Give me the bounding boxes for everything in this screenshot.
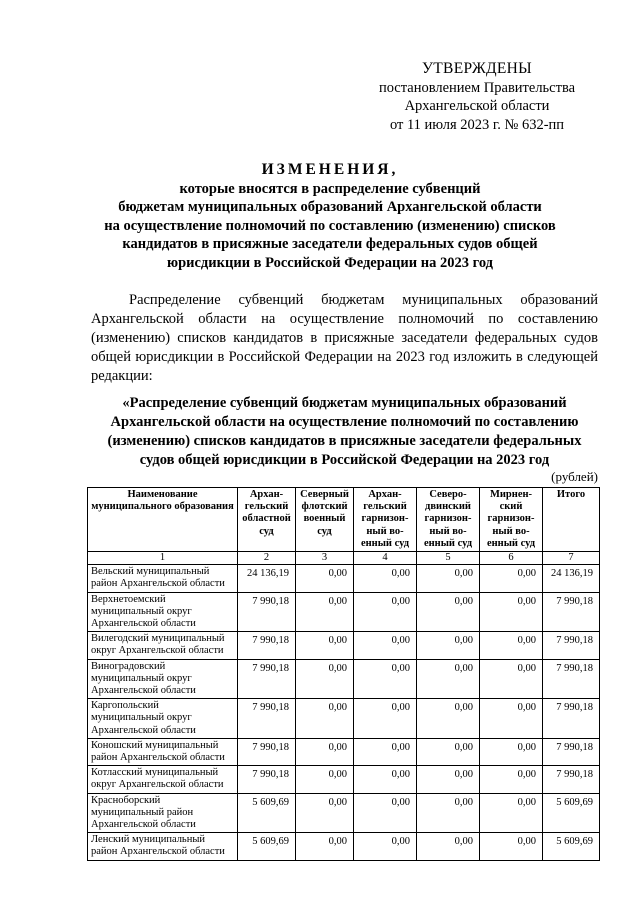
title-line-2: бюджетам муниципальных образований Архангельской области	[118, 199, 542, 216]
column-number: 5	[417, 552, 480, 565]
cell-regional-court: 7 990,18	[238, 632, 296, 659]
table-row	[88, 833, 600, 860]
cell-municipality-name: Виноградовский муниципальный округ Архангельской области	[88, 659, 238, 699]
approval-line-3: от 11 июля 2023 г. № 632-пп	[389, 116, 565, 133]
table-row	[88, 738, 600, 765]
cell-fleet-court: 0,00	[296, 592, 354, 632]
cell-severodvinsk-garrison: 0,00	[417, 833, 480, 860]
cell-arkhangelsk-garrison: 0,00	[354, 565, 417, 592]
cell-total: 7 990,18	[543, 632, 600, 659]
column-number: 7	[543, 552, 600, 565]
cell-total: 7 990,18	[543, 592, 600, 632]
col-header-municipality: Наименование муниципального образования	[88, 488, 238, 552]
cell-arkhangelsk-garrison: 0,00	[354, 592, 417, 632]
cell-regional-court: 7 990,18	[238, 659, 296, 699]
cell-mirny-garrison: 0,00	[480, 632, 543, 659]
cell-municipality-name: Каргопольский муниципальный округ Архангельской области	[88, 699, 238, 739]
approval-block	[372, 60, 582, 134]
cell-fleet-court: 0,00	[296, 766, 354, 793]
cell-mirny-garrison: 0,00	[480, 738, 543, 765]
col-header-fleet-court: Северный флотский военный суд	[296, 488, 354, 552]
table-row	[88, 659, 600, 699]
table-row	[88, 632, 600, 659]
cell-regional-court: 24 136,19	[238, 565, 296, 592]
cell-total: 7 990,18	[543, 659, 600, 699]
cell-fleet-court: 0,00	[296, 793, 354, 833]
title-main: ИЗМЕНЕНИЯ,	[261, 161, 399, 178]
caption-line-3: (изменению) списков кандидатов в присяжные заседатели федеральных	[107, 433, 582, 449]
cell-fleet-court: 0,00	[296, 699, 354, 739]
cell-severodvinsk-garrison: 0,00	[417, 592, 480, 632]
cell-severodvinsk-garrison: 0,00	[417, 632, 480, 659]
cell-municipality-name: Котласский муниципальный округ Архангельской области	[88, 766, 238, 793]
cell-arkhangelsk-garrison: 0,00	[354, 632, 417, 659]
approval-heading: УТВЕРЖДЕНЫ	[422, 60, 532, 77]
cell-fleet-court: 0,00	[296, 833, 354, 860]
cell-mirny-garrison: 0,00	[480, 565, 543, 592]
cell-municipality-name: Вельский муниципальный район Архангельской области	[88, 565, 238, 592]
title-line-5: юрисдикции в Российской Федерации на 2023 год	[167, 254, 493, 271]
column-number: 4	[354, 552, 417, 565]
cell-mirny-garrison: 0,00	[480, 592, 543, 632]
col-header-arkhangelsk-garrison-court: Архан-гельский гарнизон-ный во-енный суд	[354, 488, 417, 552]
approval-line-2: Архангельской области	[404, 98, 550, 114]
col-header-severodvinsk-garrison-court: Северо-двинский гарнизон-ный во-енный суд	[417, 488, 480, 552]
cell-severodvinsk-garrison: 0,00	[417, 659, 480, 699]
table-row	[88, 793, 600, 833]
cell-severodvinsk-garrison: 0,00	[417, 766, 480, 793]
table-caption	[91, 394, 598, 470]
cell-mirny-garrison: 0,00	[480, 766, 543, 793]
cell-fleet-court: 0,00	[296, 738, 354, 765]
cell-total: 7 990,18	[543, 738, 600, 765]
caption-line-2: Архангельской области на осуществление полномочий по составлению	[110, 414, 579, 430]
table-row	[88, 592, 600, 632]
cell-mirny-garrison: 0,00	[480, 659, 543, 699]
cell-arkhangelsk-garrison: 0,00	[354, 793, 417, 833]
cell-municipality-name: Вилегодский муниципальный округ Архангельской области	[88, 632, 238, 659]
cell-regional-court: 7 990,18	[238, 738, 296, 765]
column-number: 6	[480, 552, 543, 565]
cell-total: 5 609,69	[543, 833, 600, 860]
table-row	[88, 766, 600, 793]
cell-arkhangelsk-garrison: 0,00	[354, 659, 417, 699]
cell-severodvinsk-garrison: 0,00	[417, 699, 480, 739]
column-number-row	[88, 552, 600, 565]
approval-line-1: постановлением Правительства	[378, 79, 576, 96]
cell-arkhangelsk-garrison: 0,00	[354, 738, 417, 765]
units-label: (рублей)	[551, 469, 598, 484]
cell-mirny-garrison: 0,00	[480, 699, 543, 739]
cell-severodvinsk-garrison: 0,00	[417, 565, 480, 592]
col-header-regional-court: Архан-гельский областной суд	[238, 488, 296, 552]
column-number: 1	[88, 552, 238, 565]
table-header-row	[88, 488, 600, 552]
title-line-1: которые вносятся в распределение субвенций	[179, 180, 481, 197]
cell-arkhangelsk-garrison: 0,00	[354, 699, 417, 739]
column-number: 3	[296, 552, 354, 565]
intro-paragraph: Распределение субвенций бюджетам муниципальных образований Архангельской области на осуществление полномочий по составлению (изменению) списков кандидатов в присяжные заседатели федеральных судов общей юрисдикции в Российской Федерации на 2023 год изложить в следующей редакции:	[91, 292, 598, 384]
caption-line-4: судов общей юрисдикции в Российской Федерации на 2023 год	[139, 452, 550, 468]
cell-total: 7 990,18	[543, 766, 600, 793]
table-body	[88, 552, 600, 861]
cell-total: 24 136,19	[543, 565, 600, 592]
title-line-3: на осуществление полномочий по составлению (изменению) списков	[104, 217, 556, 234]
cell-arkhangelsk-garrison: 0,00	[354, 766, 417, 793]
cell-mirny-garrison: 0,00	[480, 793, 543, 833]
cell-fleet-court: 0,00	[296, 659, 354, 699]
cell-municipality-name: Коношский муниципальный район Архангельской области	[88, 738, 238, 765]
table-row	[88, 565, 600, 592]
table-row	[88, 699, 600, 739]
cell-regional-court: 7 990,18	[238, 766, 296, 793]
cell-severodvinsk-garrison: 0,00	[417, 738, 480, 765]
col-header-total: Итого	[543, 488, 600, 552]
column-number: 2	[238, 552, 296, 565]
cell-regional-court: 5 609,69	[238, 833, 296, 860]
cell-severodvinsk-garrison: 0,00	[417, 793, 480, 833]
cell-total: 5 609,69	[543, 793, 600, 833]
cell-municipality-name: Красноборский муниципальный район Архангельской области	[88, 793, 238, 833]
cell-total: 7 990,18	[543, 699, 600, 739]
caption-line-1: «Распределение субвенций бюджетам муниципальных образований	[122, 395, 567, 411]
col-header-mirny-garrison-court: Мирнен-ский гарнизон-ный во-енный суд	[480, 488, 543, 552]
cell-mirny-garrison: 0,00	[480, 833, 543, 860]
cell-municipality-name: Верхнетоемский муниципальный округ Архангельской области	[88, 592, 238, 632]
cell-fleet-court: 0,00	[296, 565, 354, 592]
cell-regional-court: 7 990,18	[238, 699, 296, 739]
subvention-table	[87, 487, 600, 861]
document-title	[70, 161, 590, 273]
cell-regional-court: 5 609,69	[238, 793, 296, 833]
cell-regional-court: 7 990,18	[238, 592, 296, 632]
cell-arkhangelsk-garrison: 0,00	[354, 833, 417, 860]
cell-municipality-name: Ленский муниципальный район Архангельской области	[88, 833, 238, 860]
title-line-4: кандидатов в присяжные заседатели федеральных судов общей	[122, 236, 538, 253]
cell-fleet-court: 0,00	[296, 632, 354, 659]
